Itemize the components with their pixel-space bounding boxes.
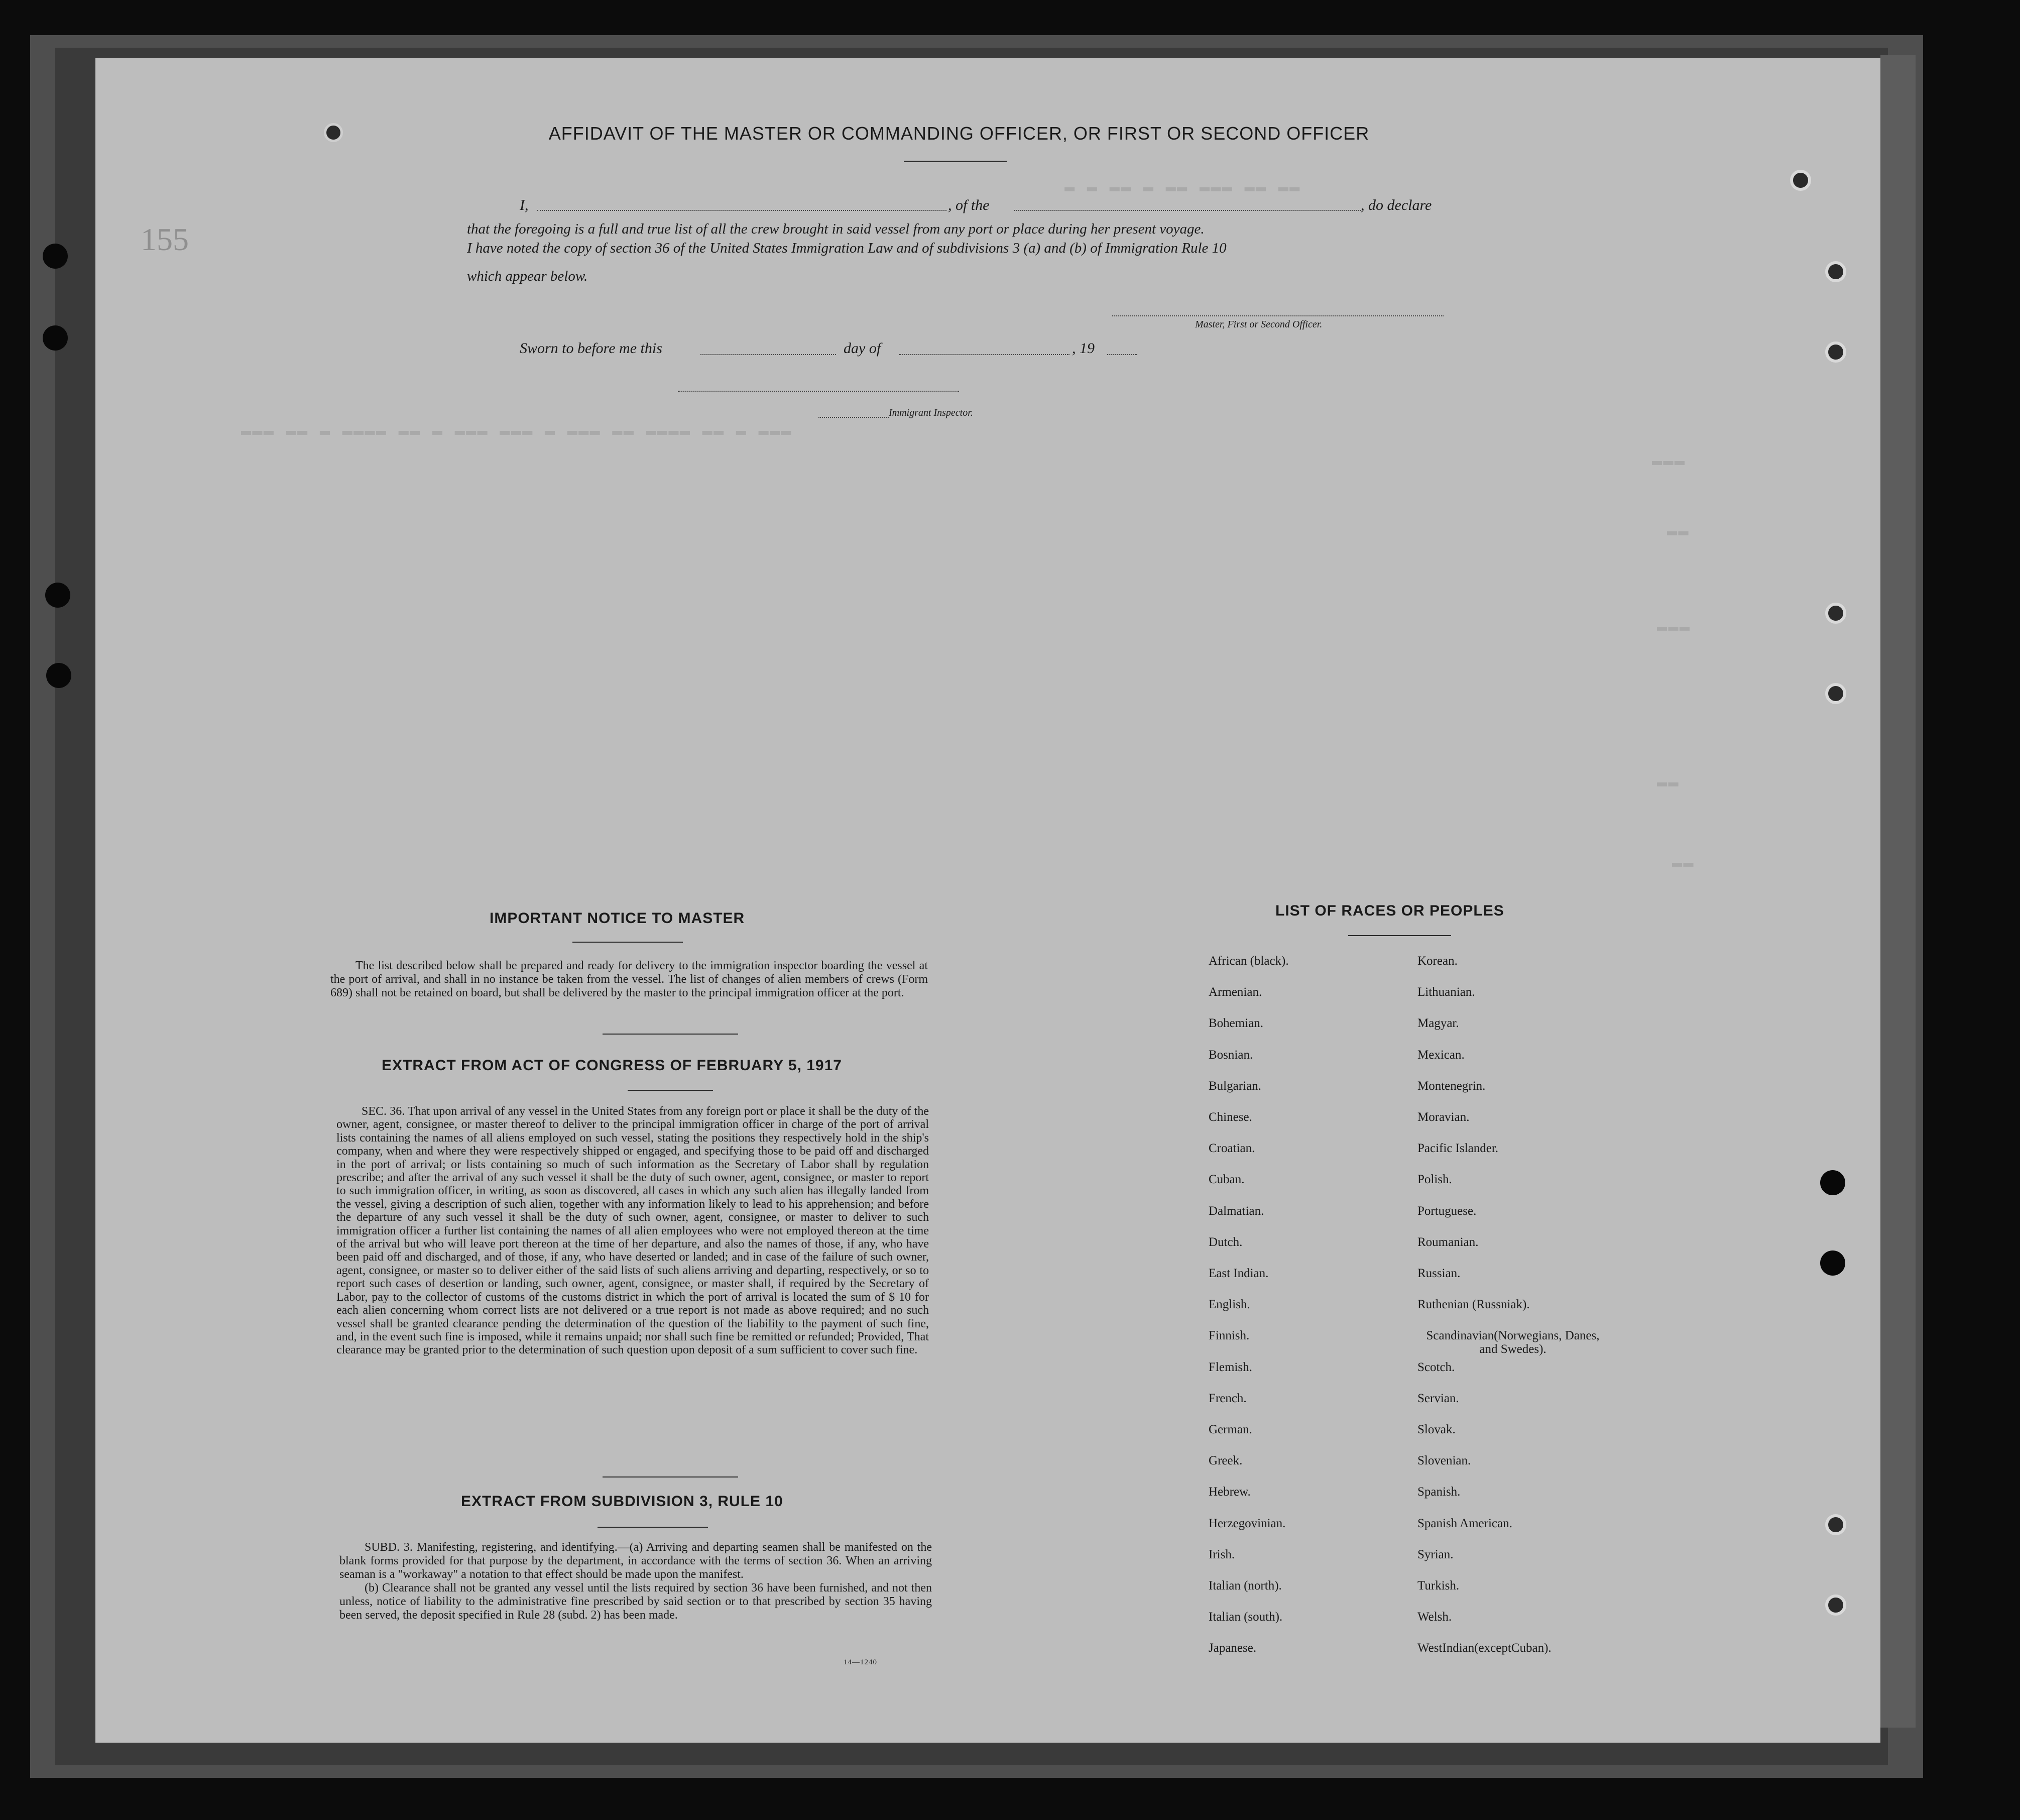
race-item: Mexican. [1417, 1048, 1465, 1062]
race-item: Armenian. [1209, 985, 1262, 999]
race-item: Dutch. [1209, 1235, 1243, 1249]
sworn-month-field[interactable] [899, 354, 1070, 355]
rule-heading: EXTRACT FROM SUBDIVISION 3, RULE 10 [461, 1493, 783, 1510]
race-item: Italian (north). [1209, 1579, 1282, 1592]
race-item: Flemish. [1209, 1360, 1252, 1374]
race-item: Croatian. [1209, 1142, 1255, 1156]
punch-hole [1825, 1595, 1846, 1616]
race-item: Lithuanian. [1417, 985, 1475, 999]
sworn-day-field[interactable] [700, 354, 836, 355]
inspector-caption: Immigrant Inspector. [889, 407, 973, 418]
sworn-year-field[interactable] [1107, 354, 1137, 355]
punch-hole [45, 583, 70, 608]
race-item: Japanese. [1209, 1641, 1257, 1655]
race-item: Portuguese. [1417, 1204, 1477, 1218]
race-item: Turkish. [1417, 1579, 1460, 1592]
race-item: Welsh. [1417, 1610, 1452, 1624]
race-item: Spanish American. [1417, 1516, 1512, 1530]
race-item: Russian. [1417, 1267, 1461, 1280]
sworn-year-label: , 19 [1072, 340, 1095, 357]
officer-signature-caption: Master, First or Second Officer. [1195, 319, 1323, 330]
affidavit-body-line: which appear below. [467, 268, 588, 284]
race-item: Bohemian. [1209, 1016, 1264, 1031]
race-item: Slovak. [1417, 1423, 1456, 1436]
notice-text [330, 959, 928, 1000]
race-item: English. [1209, 1298, 1250, 1312]
act-heading: EXTRACT FROM ACT OF CONGRESS OF FEBRUARY 5, 1917 [382, 1057, 842, 1074]
punch-hole [1825, 261, 1846, 282]
of-the-label: , of the [948, 197, 990, 213]
punch-hole [1825, 342, 1846, 363]
punch-hole [324, 123, 343, 142]
race-item: Pacific Islander. [1417, 1142, 1499, 1156]
sworn-day-of-label: day of [844, 340, 881, 357]
race-item: Cuban. [1209, 1173, 1245, 1187]
form-number: 14—1240 [844, 1658, 877, 1666]
notice-heading: IMPORTANT NOTICE TO MASTER [490, 910, 745, 927]
punch-hole [1820, 1170, 1845, 1195]
race-item: Chinese. [1209, 1110, 1252, 1124]
punch-hole [46, 663, 71, 688]
do-declare-label: , do declare [1361, 197, 1432, 213]
inspector-name-field[interactable] [818, 417, 889, 418]
declarant-name-field[interactable] [537, 210, 946, 211]
race-item: Bosnian. [1209, 1048, 1253, 1062]
punch-hole [43, 325, 68, 351]
race-item: Herzegovinian. [1209, 1516, 1286, 1530]
race-item: Roumanian. [1417, 1235, 1479, 1249]
act-text [336, 1105, 929, 1357]
race-item: East Indian. [1209, 1267, 1269, 1280]
race-item: Polish. [1417, 1173, 1452, 1187]
document-page [95, 58, 1880, 1743]
section-divider [603, 1034, 738, 1035]
race-item: Scandinavian(Norwegians, Danes, and Swedes). [1426, 1329, 1600, 1356]
race-item: Irish. [1209, 1547, 1235, 1561]
race-item: Scotch. [1417, 1360, 1455, 1374]
race-item: Hebrew. [1209, 1485, 1251, 1499]
section-divider [603, 1476, 738, 1477]
affidavit-body-line: I have noted the copy of section 36 of the United States Immigration Law and of subdivisions 3 (a) and (b) of Immigration Rule 10 [467, 240, 1227, 256]
notice-heading-underline [572, 942, 683, 943]
declarant-prefix: I, [520, 197, 529, 213]
affidavit-body-line: that the foregoing is a full and true list of all the crew brought in said vessel from any port or place during her present voyage. [467, 221, 1205, 237]
affidavit-title: AFFIDAVIT OF THE MASTER OR COMMANDING OFFICER, OR FIRST OR SECOND OFFICER [548, 123, 1370, 144]
race-item: Dalmatian. [1209, 1204, 1264, 1218]
inspector-signature-field[interactable] [678, 391, 959, 392]
race-item: African (black). [1209, 954, 1289, 968]
race-item: Magyar. [1417, 1016, 1459, 1031]
race-item: Servian. [1417, 1391, 1459, 1405]
punch-hole [43, 244, 68, 269]
sworn-prefix: Sworn to before me this [520, 340, 662, 357]
race-item: Bulgarian. [1209, 1079, 1261, 1093]
rule-heading-underline [598, 1527, 708, 1528]
officer-signature-field[interactable] [1112, 315, 1444, 316]
act-text-content: SEC. 36. That upon arrival of any vessel in the United States from any foreign port or place it shall be the duty of the owner, agent, consignee, or master thereof to deliver to the principal immigration officer in charge of the port of arrival lists containing the names of all aliens employed on such vessel, stating the positions they respectively hold in the ship's company, when and where they were respectively shipped or engaged, and specifying those to be paid off and discharged in the port of arrival; or lists containing so much of such information as the Secretary of Labor shall by regulation prescribe; and after the arrival of any such vessel it shall be the duty of such owner, agent, consignee, or master to report to such immigration officer, in writing, as soon as discovered, all cases in which any such alien has illegally landed from the vessel, giving a description of such alien, together with any information likely to lead to his apprehension; and before the departure of any such vessel it shall be the duty of such owner, agent, consignee, or master to deliver to such immigration officer a further list containing the names of all alien employees who were not employed thereon at the time of the arrival but who will leave port thereon at the time of her departure, and also the names of those, if any, who have been paid off and discharged, and of those, if any, who have deserted or landed; and in case of the failure of such owner, agent, consignee, or master so to deliver either of the said lists of such aliens arriving and departing, respectively, or so to report such cases of desertion or landing, such owner, agent, consignee, or master shall, if required by the Secretary of Labor, pay to the collector of customs of the customs district in which the port of arrival is located the sum of $ 10 for each alien concerning whom correct lists are not delivered or a true report is not made as above required; and no such vessel shall be granted clearance pending the determination of the question of the liability to the payment of such fine, and, in the event such fine is imposed, while it remains unpaid; nor shall such fine be remitted or refunded; Provided, That clearance may be granted prior to the determination of such question upon deposit of a sum sufficient to cover such fine. [336, 1105, 929, 1357]
stamped-page-number: 155 [141, 221, 189, 257]
page-edge-strip [1880, 55, 1916, 1728]
rule-text [339, 1541, 932, 1622]
punch-hole [1790, 170, 1811, 191]
punch-hole [1825, 603, 1846, 624]
races-heading-underline [1348, 935, 1451, 936]
race-item: Spanish. [1417, 1485, 1461, 1499]
act-heading-underline [628, 1090, 713, 1091]
race-item: Slovenian. [1417, 1454, 1471, 1468]
race-item: Montenegrin. [1417, 1079, 1486, 1093]
race-item: Italian (south). [1209, 1610, 1283, 1624]
race-item: Syrian. [1417, 1547, 1454, 1561]
race-item: WestIndian(exceptCuban). [1417, 1641, 1552, 1655]
punch-hole [1825, 1514, 1846, 1535]
race-item: Moravian. [1417, 1110, 1470, 1124]
race-item: French. [1209, 1391, 1247, 1405]
race-item: Korean. [1417, 954, 1458, 968]
rule-text-a: SUBD. 3. Manifesting, registering, and identifying.—(a) Arriving and departing seamen shall be manifested on the blank forms provided for that purpose by the department, in accordance with the terms of section 36. When an arriving seaman is a "workaway" a notation to that effect should be made upon the manifest. [339, 1541, 932, 1581]
punch-hole [1820, 1250, 1845, 1276]
race-item: Greek. [1209, 1454, 1243, 1468]
rule-text-b: (b) Clearance shall not be granted any vessel until the lists required by section 36 have been furnished, and not then unless, notice of liability to the administrative fine prescribed by said section or to that prescribed by section 35 having been served, the deposit specified in Rule 28 (subd. 2) has been made. [339, 1581, 932, 1622]
race-item: Finnish. [1209, 1329, 1250, 1343]
race-item: German. [1209, 1423, 1252, 1436]
punch-hole [1825, 683, 1846, 704]
notice-text-content: The list described below shall be prepared and ready for delivery to the immigration inspector boarding the vessel at the port of arrival, and shall in no instance be taken from the vessel. The list of changes of alien members of crews (Form 689) shall not be retained on board, but shall be delivered by the master to the principal immigration officer at the port. [330, 959, 928, 999]
title-underline [904, 161, 1007, 162]
race-item: Ruthenian (Russniak). [1417, 1298, 1530, 1312]
races-heading: LIST OF RACES OR PEOPLES [1275, 902, 1504, 919]
vessel-name-field[interactable] [1014, 210, 1361, 211]
